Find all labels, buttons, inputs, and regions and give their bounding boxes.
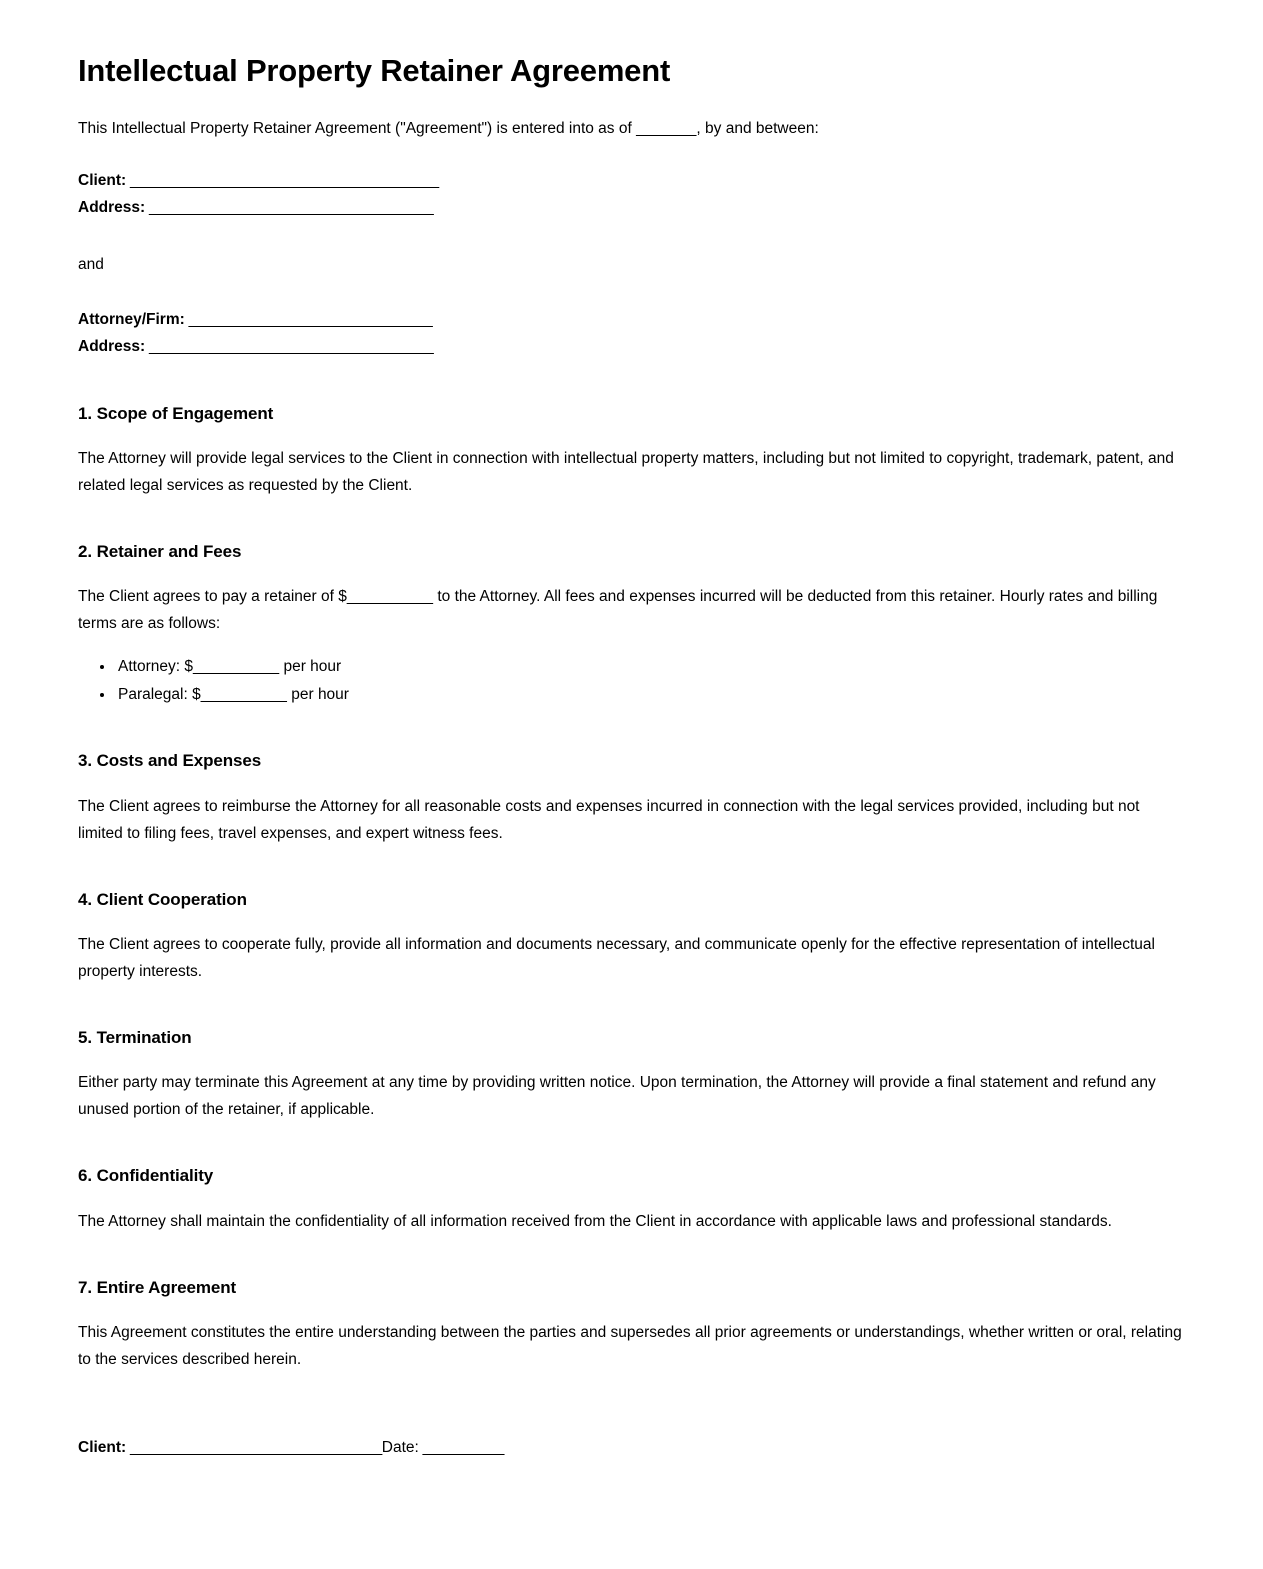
list-item: • Attorney: $__________ per hour [115,653,1185,681]
fee-rate-list [78,653,1185,708]
client-address-label: Address: [78,198,146,216]
signature-client-blank[interactable]: _______________________________ [126,1439,382,1457]
client-address-line [78,195,1185,222]
section-paragraph-4: The Client agrees to cooperate fully, provide all information and documents necessary, and communicate openly for the effective representation of intellectual property interests. [78,935,1155,980]
section-paragraph-2: The Client agrees to pay a retainer of $__________ to the Attorney. All fees and expenses incurred will be deducted from this retainer. Hourly rates and billing terms are as follows: [78,588,1158,633]
section-paragraph-6: The Attorney shall maintain the confidentiality of all information received from the Client in accordance with applicable laws and professional standards. [78,1212,1112,1230]
attorney-party-block [78,307,1185,360]
section-paragraph-7: This Agreement constitutes the entire understanding between the parties and supersedes all prior agreements or understandings, whether written or oral, relating to the services described herein. [78,1323,1182,1368]
signature-date-label: Date: [381,1439,419,1457]
client-party-block [78,168,1185,221]
attorney-address-blank[interactable]: ___________________________________ [145,337,434,355]
signature-client-label: Client: [78,1439,127,1457]
section-heading-6: 6. Confidentiality [78,1166,214,1186]
signature-line [78,1435,1185,1461]
section-heading-2: 2. Retainer and Fees [78,541,242,561]
client-address-blank[interactable]: ___________________________________ [145,198,434,216]
page-title: Intellectual Property Retainer Agreement [78,53,671,88]
attorney-address-label: Address: [78,337,146,355]
section-heading-5: 5. Termination [78,1028,192,1048]
page-bottom-space [78,1461,1185,1569]
section-paragraph-3: The Client agrees to reimburse the Attorney for all reasonable costs and expenses incurred in connection with the legal services provided, including but not limited to filing fees, travel expenses, and expert witness fees. [78,797,1140,842]
signature-date-blank[interactable]: __________ [418,1439,504,1457]
client-name-line [78,168,1185,195]
section-heading-1: 1. Scope of Engagement [78,403,274,423]
section-paragraph-1: The Attorney will provide legal services to the Client in connection with intellectual property matters, including but not limited to copyright, trademark, patent, and related legal services as requested by the Client. [78,449,1174,494]
attorney-address-line [78,334,1185,361]
attorney-name-blank[interactable]: ______________________________ [184,311,433,329]
attorney-name-line [78,307,1185,334]
section-heading-3: 3. Costs and Expenses [78,751,262,771]
section-heading-7: 7. Entire Agreement [78,1277,237,1297]
section-paragraph-5: Either party may terminate this Agreement at any time by providing written notice. Upon termination, the Attorney will provide a final statement and refund any unused portion of the retainer, if applicable. [78,1074,1156,1119]
client-name-label: Client: [78,172,127,190]
party-conjunction: and [78,255,104,273]
attorney-name-label: Attorney/Firm: [78,311,185,329]
list-item: • Paralegal: $__________ per hour [115,681,1185,709]
client-name-blank[interactable]: ______________________________________ [126,172,439,190]
section-heading-4: 4. Client Cooperation [78,889,247,909]
intro-paragraph: This Intellectual Property Retainer Agreement ("Agreement") is entered into as of _______, by and between: [78,120,819,138]
